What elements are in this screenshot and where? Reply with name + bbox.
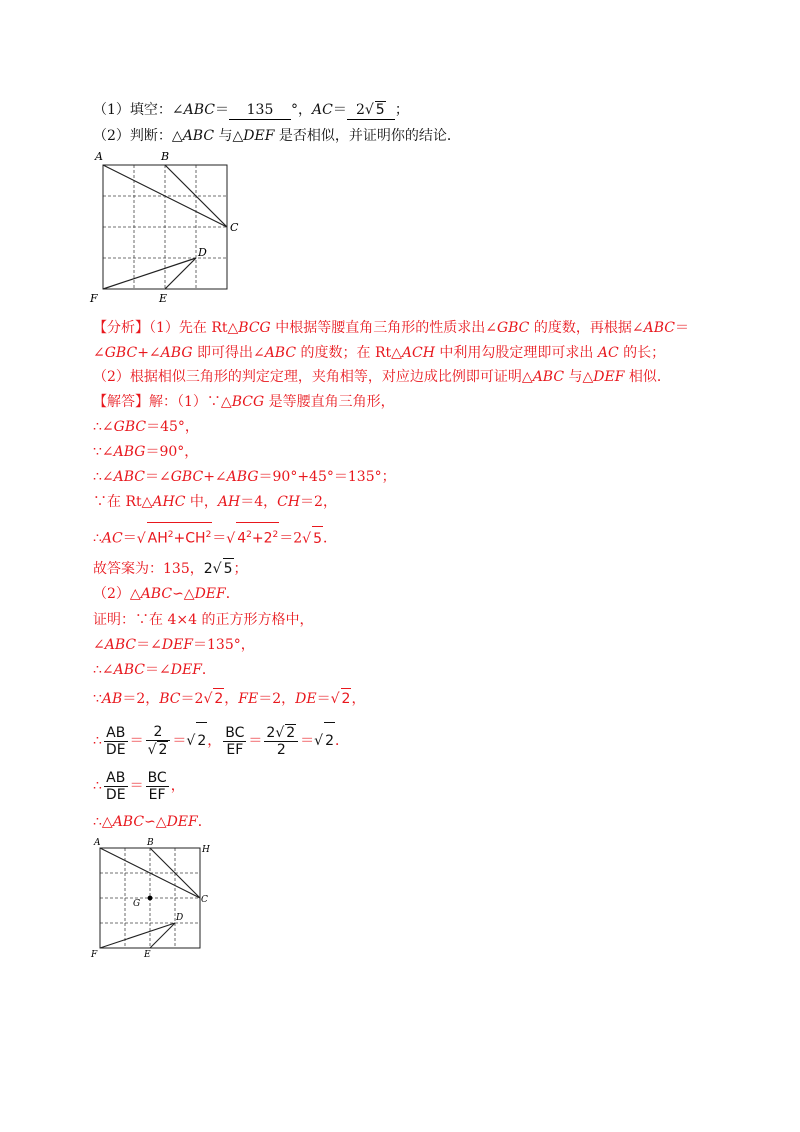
f1-r1: 2 — [196, 722, 207, 759]
an-l2b: GBC — [104, 345, 138, 361]
solution-line-13 — [93, 812, 212, 832]
s8d: DEF — [194, 586, 226, 602]
s12b: AB — [101, 691, 123, 707]
f1-n4c: 2 — [266, 725, 276, 741]
s10e: ＝135°， — [193, 637, 255, 653]
an-l2a: ∠ — [93, 345, 105, 361]
f1-eq2: ＝ — [172, 733, 187, 749]
s13a: ∴△ — [93, 814, 113, 830]
s6o: ． — [323, 530, 338, 547]
blank2-coef: 2 — [355, 102, 365, 118]
radical-icon: √ — [226, 530, 236, 547]
q1-abc: ABC — [183, 102, 216, 118]
frac-ab-de-2 — [104, 770, 128, 803]
frac-bc-ef-2 — [146, 770, 169, 803]
f1-eq3: ＝ — [248, 733, 263, 749]
s11d: DEF — [170, 662, 202, 678]
q2-def: DEF — [243, 128, 275, 144]
s1a: 【解答】解：（1）∵△ — [93, 394, 232, 410]
s7a: 故答案为：135， — [93, 561, 204, 577]
s5g: ＝2， — [300, 494, 337, 510]
label-b-2: B — [147, 838, 154, 848]
s5f: CH — [277, 494, 301, 510]
an-l2d: ABG — [160, 345, 193, 361]
s13d: DEF — [166, 814, 198, 830]
label-a: A — [95, 150, 103, 163]
s12h: FE — [238, 691, 259, 707]
s6b: AC — [101, 530, 123, 547]
sqrt-2d — [314, 722, 335, 759]
s6k: +2 — [251, 530, 273, 547]
analysis-line-1 — [93, 318, 689, 338]
s2b: GBC — [113, 419, 147, 435]
s4d: GBC — [170, 469, 204, 485]
s6n: 5 — [312, 526, 323, 551]
s4b: ABC — [113, 469, 146, 485]
s11b: ABC — [113, 662, 146, 678]
an-l2g: 的度数；在 Rt△ — [296, 345, 402, 361]
s6d: AH — [147, 530, 168, 547]
s6e: 2 — [167, 530, 174, 540]
s12a: ∵ — [93, 691, 102, 707]
answer-blank-1: 135 — [229, 102, 291, 120]
an-l2j: AC — [597, 345, 619, 361]
solution-line-12 — [93, 688, 365, 709]
s12e: ＝2 — [180, 691, 204, 707]
f1-d1: DE — [105, 741, 126, 758]
an-l2h: ACH — [401, 345, 435, 361]
s6a: ∴ — [93, 530, 102, 547]
f1-end: ． — [335, 733, 349, 749]
q1-end: ； — [394, 102, 409, 118]
f2-lead: ∴ — [93, 778, 102, 794]
an-l1b: BCG — [238, 320, 271, 336]
q1-eq: ＝ — [215, 102, 230, 118]
label-c-2: C — [201, 895, 208, 905]
solution-line-5 — [93, 492, 337, 512]
s5e: ＝4， — [240, 494, 278, 510]
an-l1c: 中根据等腰直角三角形的性质求出∠ — [270, 320, 497, 336]
q2-text-b: 是否相似，并证明你的结论． — [274, 128, 461, 144]
an-l2f: ABC — [264, 345, 297, 361]
an-l1d: GBC — [496, 320, 530, 336]
question-2 — [93, 126, 461, 146]
s5a: ∵在 Rt△ — [93, 494, 153, 510]
f1-eq4: ＝ — [300, 733, 315, 749]
s5c: 中， — [185, 494, 218, 510]
f1-n2: 2 — [146, 724, 171, 741]
an-l2k: 的长； — [618, 345, 666, 361]
label-e: E — [159, 292, 168, 305]
an-l1f: ABC — [643, 320, 675, 336]
s1c: 是等腰直角三角形， — [264, 394, 395, 410]
s3b: ABG — [113, 444, 146, 460]
f1-n4r: 2 — [286, 725, 296, 741]
q1-prefix: （1）填空：∠ — [93, 102, 184, 118]
f2-n2: BC — [147, 769, 167, 786]
radical-icon: √ — [212, 561, 222, 577]
s4c: ＝∠ — [145, 469, 171, 485]
s7c: 5 — [223, 558, 234, 579]
s3c: ＝90°， — [145, 444, 199, 460]
s5b: AHC — [152, 494, 186, 510]
s6c: ＝ — [122, 530, 137, 547]
label-h-2: H — [202, 845, 210, 855]
q2-abc: ABC — [182, 128, 215, 144]
s8c: ∽△ — [172, 586, 195, 602]
s4a: ∴∠ — [93, 469, 114, 485]
sqrt-2a — [203, 688, 224, 709]
s6m: ＝2 — [279, 530, 303, 547]
s6f: +CH — [173, 530, 206, 547]
s12f: 2 — [213, 688, 224, 709]
frac-bc-ef — [223, 725, 246, 758]
an-l3a: （2）根据相似三角形的判定定理，夹角相等，对应边成比例即可证明△ — [93, 369, 533, 385]
sqrt-4-2 — [226, 522, 279, 551]
q2-mid: 与△ — [214, 128, 244, 144]
s5d: AH — [217, 494, 241, 510]
s8b: ABC — [140, 586, 173, 602]
frac-2-sqrt2 — [146, 724, 171, 758]
blank2-rad: 5 — [375, 102, 385, 118]
s13e: ． — [197, 814, 212, 830]
s2a: ∴∠ — [93, 419, 114, 435]
answer-blank-2 — [347, 101, 395, 120]
f1-r2: 2 — [324, 722, 335, 759]
s12k: ＝ — [316, 691, 331, 707]
f1-d3: EF — [226, 741, 244, 758]
segment-fd-2 — [100, 923, 175, 948]
f1-d4: 2 — [276, 742, 286, 758]
radical-icon: √ — [136, 530, 146, 547]
sqrt-2c — [186, 722, 207, 759]
question-1 — [93, 100, 409, 120]
label-a-2: A — [94, 838, 101, 848]
frac-2sqrt2-2 — [264, 724, 298, 758]
s12c: ＝2， — [122, 691, 160, 707]
frac-ab-de — [104, 725, 128, 758]
solution-line-9 — [93, 610, 313, 630]
s6h: ＝ — [212, 530, 227, 547]
s10d: DEF — [161, 637, 194, 653]
s10b: ABC — [104, 637, 137, 653]
s11c: ＝∠ — [145, 662, 171, 678]
solution-line-8 — [93, 584, 240, 604]
f1-sep: ， — [207, 733, 222, 749]
q1-ac: AC — [312, 102, 333, 118]
sqrt-5 — [365, 101, 386, 119]
point-g — [148, 896, 153, 901]
label-d-2: D — [176, 913, 184, 923]
s12m: ， — [351, 691, 366, 707]
f1-n1: AB — [104, 725, 128, 742]
an-l1e: 的度数，再根据∠ — [529, 320, 644, 336]
s6g: 2 — [205, 530, 212, 540]
fraction-line-1 — [93, 722, 349, 759]
grid-figure-1 — [85, 145, 255, 305]
f1-n3: BC — [225, 724, 245, 741]
label-f: F — [90, 292, 98, 305]
label-b: B — [161, 150, 170, 163]
sqrt-2b — [331, 688, 352, 709]
label-d: D — [198, 246, 207, 259]
label-f-2: F — [91, 950, 98, 960]
solution-line-6 — [93, 522, 337, 551]
s9: 证明：∵在 4×4 的正方形方格中， — [93, 612, 314, 628]
s1b: BCG — [231, 394, 265, 410]
label-e-2: E — [144, 950, 151, 960]
solution-line-10 — [93, 635, 255, 655]
segment-fd — [103, 258, 196, 289]
radical-icon: √ — [147, 742, 157, 758]
q1-deg: °， — [291, 102, 313, 118]
an-l1a: 【分析】（1）先在 Rt△ — [93, 320, 239, 336]
q1-eq2: ＝ — [332, 102, 347, 118]
q2-text-a: （2）判断：△ — [93, 128, 183, 144]
an-l2c: +∠ — [137, 345, 161, 361]
s4e: +∠ — [203, 469, 227, 485]
f2-end: ， — [170, 778, 185, 794]
s7d: ； — [233, 561, 248, 577]
s12j: DE — [295, 691, 317, 707]
an-l3b: ABC — [532, 369, 565, 385]
solution-line-2 — [93, 417, 199, 437]
s4f: ABG — [226, 469, 259, 485]
f1-lead: ∴ — [93, 733, 102, 749]
s6i: 4 — [237, 530, 247, 547]
s10a: ∠ — [93, 637, 105, 653]
f2-n1: AB — [104, 770, 128, 787]
analysis-line-2 — [93, 343, 665, 363]
solution-line-1 — [93, 392, 395, 412]
s8e: ． — [225, 586, 240, 602]
s3a: ∵∠ — [93, 444, 114, 460]
solution-line-7 — [93, 558, 248, 579]
s10c: ＝∠ — [136, 637, 162, 653]
solution-line-11 — [93, 660, 216, 680]
radical-icon: √ — [275, 725, 285, 741]
f1-d2r: 2 — [158, 742, 168, 758]
radical-icon: √ — [330, 691, 340, 707]
sqrt-5c — [213, 558, 234, 579]
solution-line-4 — [93, 467, 396, 487]
s12g: ， — [224, 691, 239, 707]
radical-icon: √ — [314, 733, 324, 749]
label-c: C — [230, 221, 239, 234]
s11a: ∴∠ — [93, 662, 114, 678]
radical-icon: √ — [302, 530, 312, 547]
an-l2i: 中利用勾股定理即可求出 — [434, 345, 598, 361]
sqrt-ah-ch — [137, 522, 213, 551]
s8a: （2）△ — [93, 586, 141, 602]
an-l3d: DEF — [593, 369, 625, 385]
s12l: 2 — [341, 688, 352, 709]
an-l3c: 与△ — [564, 369, 594, 385]
an-l2e: 即可得出∠ — [192, 345, 265, 361]
fraction-line-2 — [93, 768, 185, 804]
s12i: ＝2， — [258, 691, 296, 707]
sqrt-5b — [302, 526, 323, 551]
s11e: ． — [201, 662, 216, 678]
radical-icon: √ — [364, 102, 374, 118]
f1-eq1: ＝ — [129, 733, 144, 749]
analysis-line-3 — [93, 367, 671, 387]
s7b: 2 — [203, 561, 213, 577]
f2-d2: EF — [148, 786, 166, 803]
an-l3e: 相似． — [624, 369, 671, 385]
s13b: ABC — [112, 814, 145, 830]
radical-icon: √ — [186, 733, 196, 749]
s12d: BC — [159, 691, 181, 707]
s6j: 2 — [246, 530, 252, 540]
s13c: ∽△ — [144, 814, 167, 830]
grid-figure-2 — [85, 836, 225, 960]
s2c: ＝45°， — [146, 419, 199, 435]
f2-d1: DE — [105, 786, 126, 803]
f2-eq: ＝ — [129, 778, 144, 794]
an-l1g: ＝ — [674, 320, 689, 336]
label-g-2: G — [133, 899, 141, 909]
s6l: 2 — [272, 530, 279, 540]
radical-icon: √ — [203, 691, 213, 707]
solution-line-3 — [93, 442, 198, 462]
s4g: ＝90°+45°＝135°； — [258, 469, 396, 485]
